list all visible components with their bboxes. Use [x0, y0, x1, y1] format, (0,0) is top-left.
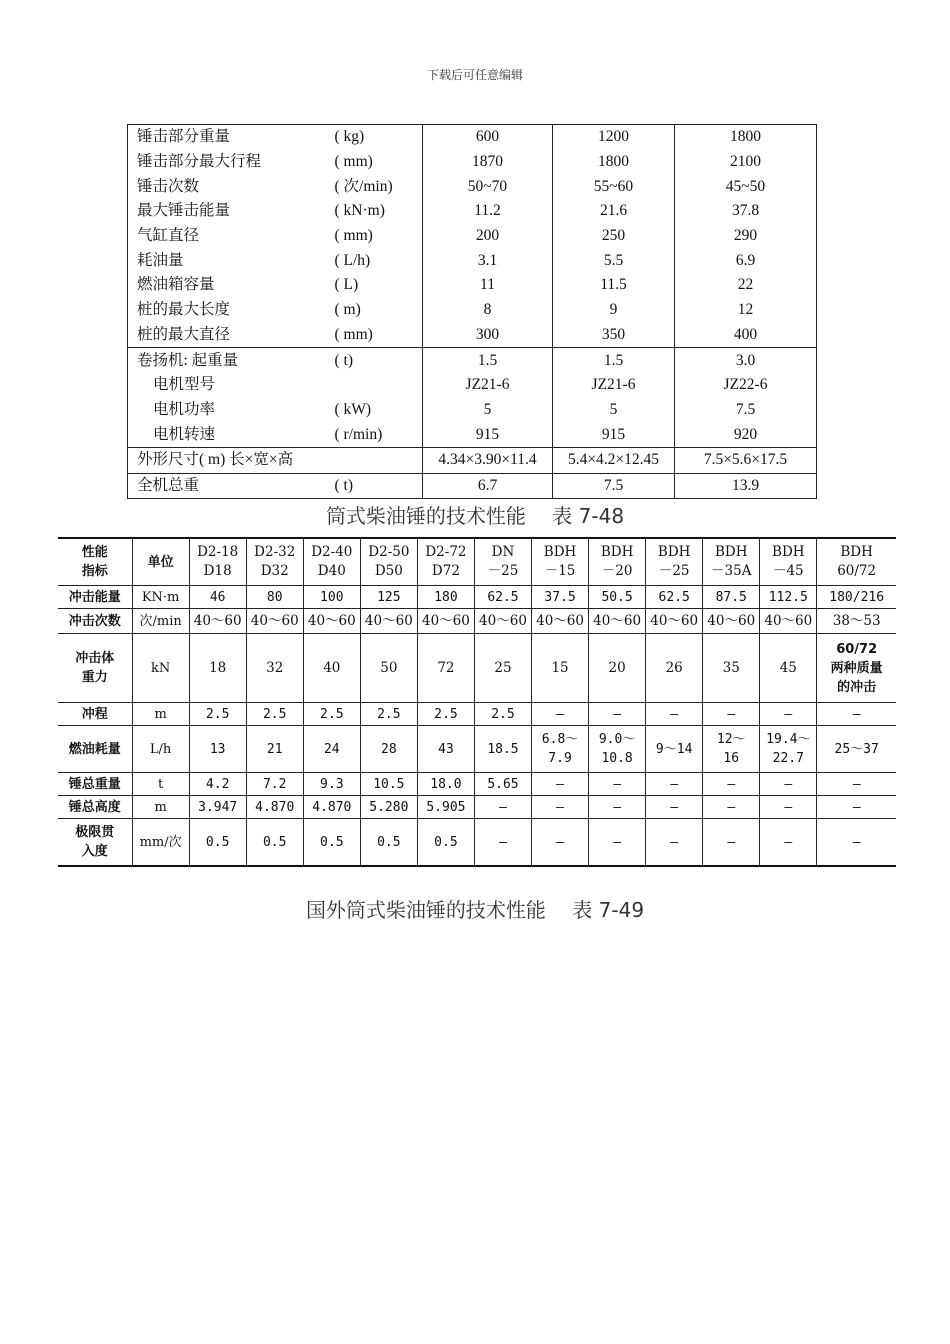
spec-name: 最大锤击能量	[137, 202, 231, 220]
spec-value: 600	[423, 125, 553, 150]
row-label: 冲击体 重力	[58, 634, 132, 703]
table-cell: —	[646, 819, 703, 867]
spec-value: 1.5	[553, 348, 675, 373]
spec-value: 11.2	[423, 199, 553, 224]
header-row	[58, 538, 896, 586]
header-model: BDH －15	[532, 538, 589, 586]
table-cell: 60/72 两种质量 的冲击	[817, 634, 896, 703]
table-cell: —	[532, 703, 589, 726]
spec-row	[128, 473, 817, 499]
spec-unit: ( kW)	[334, 400, 372, 418]
row-unit: L/h	[132, 726, 189, 773]
spec-name: 全机总重	[128, 473, 335, 499]
table-cell: 46	[189, 586, 246, 609]
spec-value: 12	[675, 298, 817, 323]
table-cell: —	[532, 796, 589, 819]
spec-unit: ( kg)	[334, 128, 365, 146]
table-cell: 40～60	[646, 609, 703, 634]
table-cell: 5.280	[360, 796, 417, 819]
table-cell: 26	[646, 634, 703, 703]
row-label: 冲击次数	[58, 609, 132, 634]
row-label: 燃油耗量	[58, 726, 132, 773]
table-cell: 40～60	[703, 609, 760, 634]
table-cell: 180	[417, 586, 474, 609]
spec-row	[128, 323, 817, 348]
spec-value: 6.7	[423, 473, 553, 499]
header-model: D2-40 D40	[303, 538, 360, 586]
spec-unit: ( t)	[335, 473, 423, 499]
table-cell: 43	[417, 726, 474, 773]
table-cell: 9.0～ 10.8	[589, 726, 646, 773]
spec-unit: ( 次/min)	[334, 177, 393, 195]
spec-unit: ( m)	[334, 301, 361, 319]
table-cell: —	[532, 773, 589, 796]
table-cell: —	[817, 703, 896, 726]
table-cell: —	[760, 796, 817, 819]
header-unit: 单位	[132, 538, 189, 586]
table-row	[58, 726, 896, 773]
table-cell: 2.5	[246, 703, 303, 726]
table-cell: —	[817, 796, 896, 819]
table-cell: 20	[589, 634, 646, 703]
table-row	[58, 773, 896, 796]
table-cell: 3.947	[189, 796, 246, 819]
table-cell: 0.5	[360, 819, 417, 867]
table-cell: 19.4～ 22.7	[760, 726, 817, 773]
table-cell: 80	[246, 586, 303, 609]
spec-value: 6.9	[675, 248, 817, 273]
table-cell: 10.5	[360, 773, 417, 796]
spec-value: 11	[423, 273, 553, 298]
table-cell: 9.3	[303, 773, 360, 796]
spec-value: 5.4×4.2×12.45	[553, 447, 675, 473]
spec-value: 7.5	[553, 473, 675, 499]
spec-value: 915	[553, 422, 675, 447]
table-cell: 40	[303, 634, 360, 703]
table-cell: —	[646, 703, 703, 726]
spec-value: 290	[675, 224, 817, 249]
table-cell: 0.5	[417, 819, 474, 867]
table-cell: 40～60	[246, 609, 303, 634]
table-row	[58, 796, 896, 819]
table-cell: 9～14	[646, 726, 703, 773]
spec-value: 2100	[675, 150, 817, 175]
table-cell: —	[703, 819, 760, 867]
table-cell: —	[703, 773, 760, 796]
table-cell: 62.5	[646, 586, 703, 609]
spec-name: 桩的最大直径	[137, 325, 231, 343]
table-cell: 4.870	[246, 796, 303, 819]
row-unit: m	[132, 703, 189, 726]
spec-value: 13.9	[675, 473, 817, 499]
spec-value: 400	[675, 323, 817, 348]
row-unit: KN·m	[132, 586, 189, 609]
spec-row	[128, 447, 817, 473]
table-cell: 4.2	[189, 773, 246, 796]
table-cell: 4.870	[303, 796, 360, 819]
table-cell: 37.5	[532, 586, 589, 609]
spec-unit: ( mm)	[334, 325, 373, 343]
table-cell: —	[589, 796, 646, 819]
spec-name: 卷扬机: 起重量	[128, 348, 335, 373]
spec-row	[128, 373, 817, 398]
header-model: D2-50 D50	[360, 538, 417, 586]
spec-name: 电机转速	[153, 425, 216, 443]
table-cell: 13	[189, 726, 246, 773]
table-cell: 35	[703, 634, 760, 703]
table-cell: 40～60	[589, 609, 646, 634]
spec-value: 1.5	[423, 348, 553, 373]
header-model: D2-32 D32	[246, 538, 303, 586]
spec-value: JZ21-6	[553, 373, 675, 398]
spec-value: 1200	[553, 125, 675, 150]
table-cell: 125	[360, 586, 417, 609]
table-cell: —	[646, 773, 703, 796]
spec-value: 3.1	[423, 248, 553, 273]
spec-row	[128, 125, 817, 150]
table-cell: —	[760, 703, 817, 726]
spec-row	[128, 248, 817, 273]
row-unit: m	[132, 796, 189, 819]
spec-row	[128, 224, 817, 249]
table-cell: 18.0	[417, 773, 474, 796]
table-cell: 40～60	[360, 609, 417, 634]
table-row	[58, 586, 896, 609]
spec-value: 1800	[553, 150, 675, 175]
spec-value: 200	[423, 224, 553, 249]
table-cell: —	[703, 703, 760, 726]
spec-value: 8	[423, 298, 553, 323]
row-unit: 次/min	[132, 609, 189, 634]
spec-row	[128, 422, 817, 447]
spec-value: 50~70	[423, 174, 553, 199]
header-model: BDH 60/72	[817, 538, 896, 586]
spec-value: 4.34×3.90×11.4	[423, 447, 553, 473]
table-cell: 180/216	[817, 586, 896, 609]
spec-value: JZ22-6	[675, 373, 817, 398]
spec-unit: ( L)	[334, 276, 359, 294]
header-index: 性能 指标	[58, 538, 132, 586]
spec-value: 300	[423, 323, 553, 348]
table-cell: 40～60	[532, 609, 589, 634]
table-cell: 18.5	[474, 726, 531, 773]
table-cell: 25	[474, 634, 531, 703]
table-cell: 25～37	[817, 726, 896, 773]
table-cell: 40～60	[760, 609, 817, 634]
spec-value: 5	[423, 398, 553, 423]
spec-name: 电机型号	[153, 376, 216, 394]
row-unit: t	[132, 773, 189, 796]
table-cell: 72	[417, 634, 474, 703]
table-cell: 2.5	[303, 703, 360, 726]
table-cell: 21	[246, 726, 303, 773]
row-label: 冲击能量	[58, 586, 132, 609]
table-cell: —	[760, 773, 817, 796]
spec-unit	[335, 373, 423, 398]
table-cell: —	[703, 796, 760, 819]
table-cell: 100	[303, 586, 360, 609]
spec-row	[128, 199, 817, 224]
table-7-49-caption: 国外筒式柴油锤的技术性能 表 7-49	[305, 898, 645, 922]
table-cell: 0.5	[246, 819, 303, 867]
table-row	[58, 819, 896, 867]
spec-row	[128, 348, 817, 373]
spec-value: 7.5	[675, 398, 817, 423]
spec-value: 920	[675, 422, 817, 447]
header-model: D2-18 D18	[189, 538, 246, 586]
spec-value: 7.5×5.6×17.5	[675, 447, 817, 473]
table-cell: 50.5	[589, 586, 646, 609]
table-cell: 2.5	[189, 703, 246, 726]
table-cell: 45	[760, 634, 817, 703]
spec-value: 1800	[675, 125, 817, 150]
table-cell: —	[760, 819, 817, 867]
table-cell: 6.8～ 7.9	[532, 726, 589, 773]
row-unit: mm/次	[132, 819, 189, 867]
spec-row	[128, 174, 817, 199]
header-model: BDH －35A	[703, 538, 760, 586]
spec-unit: ( kN·m)	[334, 202, 385, 220]
row-label: 锤总重量	[58, 773, 132, 796]
header-model: DN －25	[474, 538, 531, 586]
table-cell: 40～60	[189, 609, 246, 634]
header-note: 下载后可任意编辑	[426, 68, 523, 82]
table-cell: 2.5	[360, 703, 417, 726]
table-cell: 2.5	[474, 703, 531, 726]
table-row	[58, 634, 896, 703]
row-label: 锤总高度	[58, 796, 132, 819]
header-model: BDH －20	[589, 538, 646, 586]
spec-name: 外形尺寸( m) 长×宽×高	[128, 447, 423, 473]
table-cell: 87.5	[703, 586, 760, 609]
spec-value: JZ21-6	[423, 373, 553, 398]
spec-row	[128, 298, 817, 323]
spec-value: 915	[423, 422, 553, 447]
spec-unit: ( mm)	[334, 153, 373, 171]
spec-unit: ( r/min)	[334, 425, 383, 443]
spec-value: 3.0	[675, 348, 817, 373]
table-cell: —	[589, 703, 646, 726]
header-model: BDH －25	[646, 538, 703, 586]
spec-name: 电机功率	[153, 400, 216, 418]
table-cell: —	[474, 796, 531, 819]
table-cell: 62.5	[474, 586, 531, 609]
spec-value: 5.5	[553, 248, 675, 273]
diesel-hammer-spec-table	[127, 124, 817, 499]
spec-row	[128, 150, 817, 175]
table-cell: 28	[360, 726, 417, 773]
table-cell: 5.905	[417, 796, 474, 819]
spec-row	[128, 273, 817, 298]
spec-value: 55~60	[553, 174, 675, 199]
table-cell: —	[817, 819, 896, 867]
spec-unit: ( mm)	[334, 227, 373, 245]
table-cell: —	[646, 796, 703, 819]
spec-name: 耗油量	[137, 251, 184, 269]
spec-unit: ( t)	[335, 348, 423, 373]
table-cell: 40～60	[474, 609, 531, 634]
spec-name: 桩的最大长度	[137, 301, 231, 319]
foreign-diesel-hammer-table	[58, 537, 896, 867]
table-cell: —	[589, 819, 646, 867]
spec-unit: ( L/h)	[334, 251, 371, 269]
table-cell: 40～60	[417, 609, 474, 634]
spec-value: 5	[553, 398, 675, 423]
spec-value: 21.6	[553, 199, 675, 224]
table-cell: —	[532, 819, 589, 867]
spec-value: 11.5	[553, 273, 675, 298]
table-row	[58, 703, 896, 726]
spec-row	[128, 398, 817, 423]
row-label: 冲程	[58, 703, 132, 726]
spec-name: 锤击次数	[137, 177, 200, 195]
row-label: 极限贯 入度	[58, 819, 132, 867]
spec-value: 1870	[423, 150, 553, 175]
table-row	[58, 609, 896, 634]
header-model: D2-72 D72	[417, 538, 474, 586]
row-unit: kN	[132, 634, 189, 703]
table-cell: 15	[532, 634, 589, 703]
spec-value: 22	[675, 273, 817, 298]
spec-name: 气缸直径	[137, 227, 200, 245]
spec-value: 9	[553, 298, 675, 323]
table-cell: 5.65	[474, 773, 531, 796]
table-cell: 40～60	[303, 609, 360, 634]
table-cell: 18	[189, 634, 246, 703]
table-cell: 32	[246, 634, 303, 703]
table-cell: 7.2	[246, 773, 303, 796]
spec-value: 250	[553, 224, 675, 249]
table-7-48-caption: 筒式柴油锤的技术性能 表 7-48	[325, 504, 625, 528]
table-cell: 112.5	[760, 586, 817, 609]
table-cell: 50	[360, 634, 417, 703]
table-cell: —	[817, 773, 896, 796]
spec-value: 37.8	[675, 199, 817, 224]
table-cell: 2.5	[417, 703, 474, 726]
spec-name: 燃油箱容量	[137, 276, 215, 294]
table-cell: —	[589, 773, 646, 796]
table-cell: —	[474, 819, 531, 867]
spec-value: 45~50	[675, 174, 817, 199]
table-cell: 0.5	[189, 819, 246, 867]
table-cell: 24	[303, 726, 360, 773]
table-cell: 0.5	[303, 819, 360, 867]
spec-name: 锤击部分最大行程	[137, 153, 262, 171]
table-cell: 38～53	[817, 609, 896, 634]
spec-name: 锤击部分重量	[137, 128, 231, 146]
table-cell: 12～ 16	[703, 726, 760, 773]
header-model: BDH －45	[760, 538, 817, 586]
spec-value: 350	[553, 323, 675, 348]
